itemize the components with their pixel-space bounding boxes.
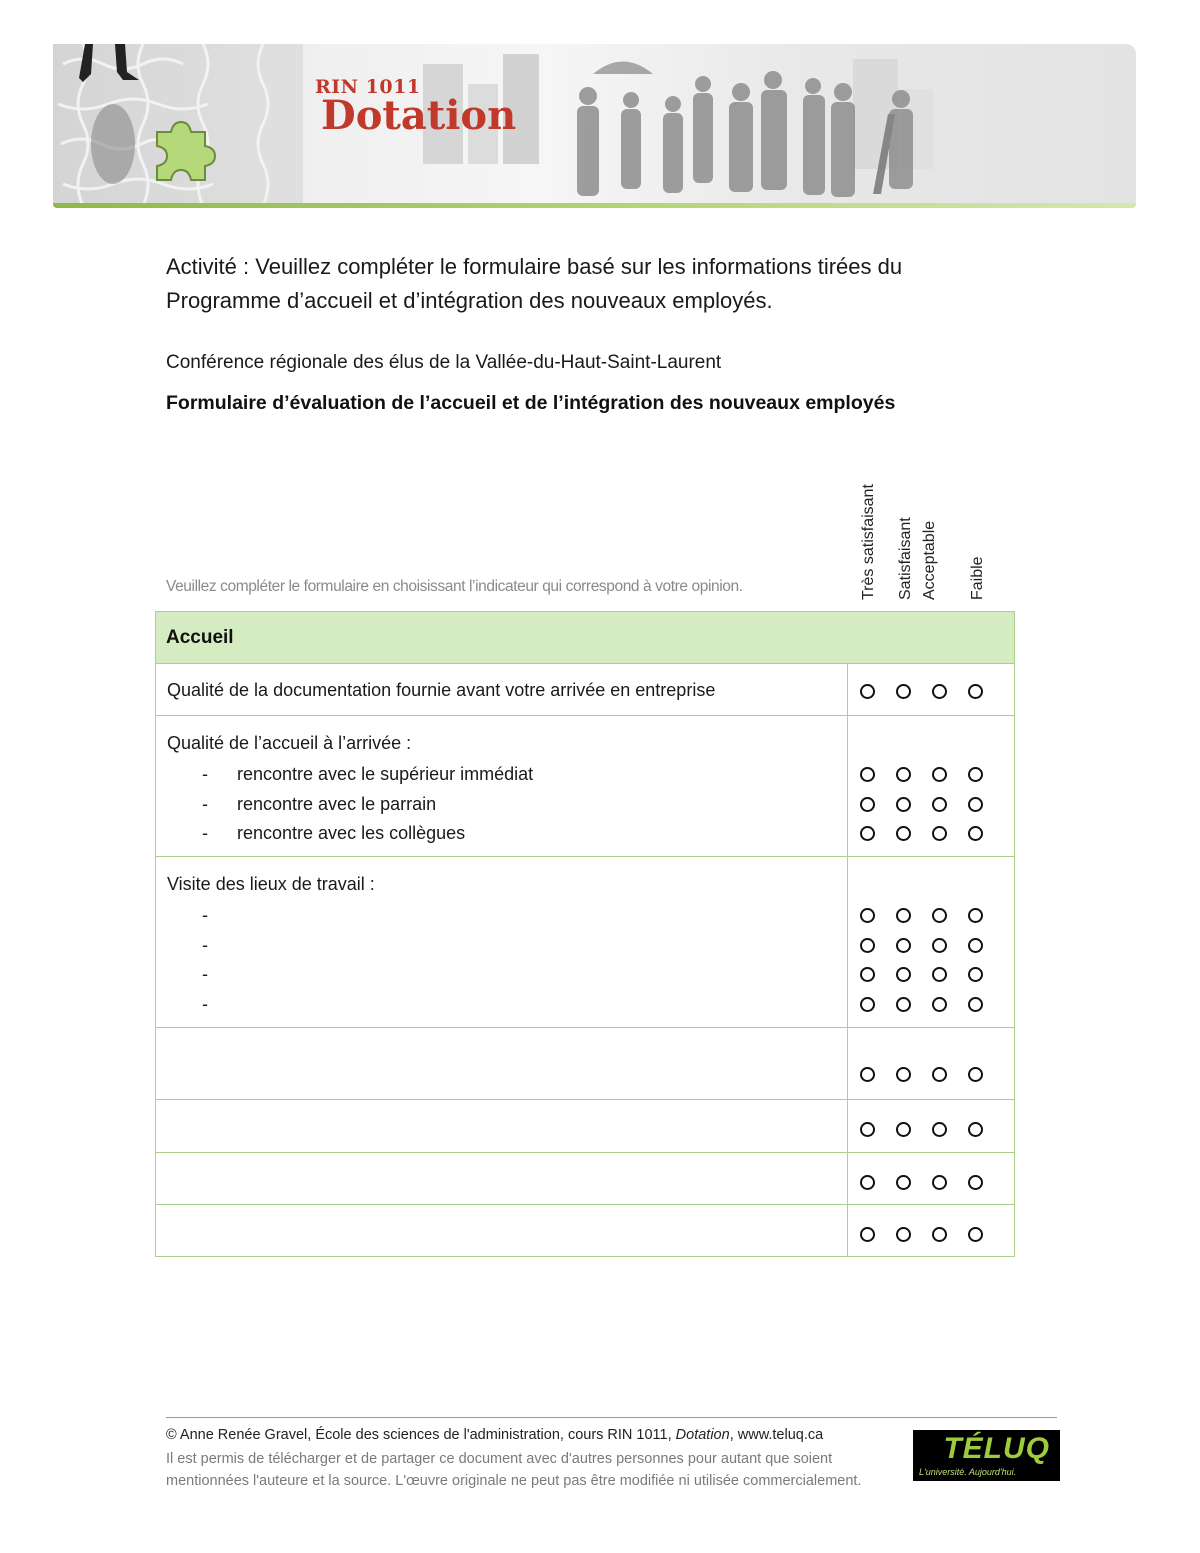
- radio-button[interactable]: [896, 1122, 911, 1137]
- column-header-satisfaisant: Satisfaisant: [897, 517, 914, 600]
- radio-button[interactable]: [932, 967, 947, 982]
- radio-button[interactable]: [968, 684, 983, 699]
- table-row: [156, 664, 1014, 716]
- radio-button[interactable]: [932, 767, 947, 782]
- table-row: [156, 716, 1014, 857]
- copyright-prefix: © Anne Renée Gravel, École des sciences de l'administration, cours RIN 1011,: [166, 1427, 676, 1443]
- course-code: RIN 1011: [315, 76, 421, 98]
- table-row: [156, 1100, 1014, 1153]
- form-instructions: Veuillez compléter le formulaire en choisissant l’indicateur qui correspond à votre opinion.: [166, 578, 743, 595]
- radio-button[interactable]: [968, 767, 983, 782]
- question-cell: [156, 664, 848, 715]
- radio-button[interactable]: [968, 1175, 983, 1190]
- radio-button[interactable]: [932, 1122, 947, 1137]
- question-cell: [156, 1153, 848, 1204]
- radio-button[interactable]: [968, 1067, 983, 1082]
- copyright-suffix: , www.teluq.ca: [729, 1427, 824, 1443]
- radio-button[interactable]: [968, 797, 983, 812]
- radio-button[interactable]: [932, 684, 947, 699]
- section-header: [156, 612, 1014, 664]
- radio-button[interactable]: [896, 967, 911, 982]
- list-bullet: -: [202, 994, 208, 1014]
- activity-line-1: Activité : Veuillez compléter le formulaire basé sur les informations tirées du: [166, 254, 903, 279]
- section-title: Accueil: [166, 626, 234, 648]
- table-row: [156, 1028, 1014, 1100]
- radio-button[interactable]: [968, 1122, 983, 1137]
- table-row: [156, 1205, 1014, 1256]
- table-row: [156, 857, 1014, 1028]
- radio-button[interactable]: [932, 997, 947, 1012]
- radio-button[interactable]: [896, 826, 911, 841]
- list-bullet: -: [202, 823, 208, 843]
- radio-group: [860, 826, 983, 841]
- radio-button[interactable]: [860, 908, 875, 923]
- radio-button[interactable]: [896, 767, 911, 782]
- radio-group: [860, 967, 983, 982]
- radio-button[interactable]: [896, 684, 911, 699]
- radio-group: [860, 1067, 983, 1082]
- radio-button[interactable]: [896, 997, 911, 1012]
- radio-button[interactable]: [896, 797, 911, 812]
- column-header-faible: Faible: [969, 556, 986, 600]
- header-banner: [53, 44, 1136, 206]
- radio-button[interactable]: [932, 1067, 947, 1082]
- rating-cell: [848, 1205, 1014, 1256]
- rating-cell: [848, 1028, 1014, 1099]
- radio-button[interactable]: [968, 938, 983, 953]
- radio-button[interactable]: [896, 1227, 911, 1242]
- list-bullet: -: [202, 794, 208, 814]
- question-cell: [156, 1205, 848, 1256]
- radio-button[interactable]: [860, 1175, 875, 1190]
- rating-cell: [848, 857, 1014, 1027]
- footer-divider: [166, 1417, 1057, 1418]
- radio-group: [860, 767, 983, 782]
- radio-button[interactable]: [860, 797, 875, 812]
- question-cell: [156, 716, 848, 856]
- evaluation-table: [155, 611, 1015, 1257]
- radio-button[interactable]: [860, 684, 875, 699]
- organization-name: Conférence régionale des élus de la Vallée-du-Haut-Saint-Laurent: [166, 352, 722, 373]
- rating-cell: [848, 664, 1014, 715]
- radio-button[interactable]: [932, 1227, 947, 1242]
- footer-copyright: [166, 1427, 823, 1443]
- teluq-logo: [913, 1430, 1060, 1481]
- radio-button[interactable]: [860, 938, 875, 953]
- question-label: Qualité de l’accueil à l’arrivée :: [167, 733, 412, 753]
- banner-underline: [53, 203, 1136, 208]
- question-label: Visite des lieux de travail :: [167, 874, 375, 894]
- radio-button[interactable]: [968, 1227, 983, 1242]
- radio-button[interactable]: [896, 908, 911, 923]
- list-item: rencontre avec le parrain: [237, 794, 437, 814]
- radio-button[interactable]: [932, 797, 947, 812]
- radio-button[interactable]: [896, 1067, 911, 1082]
- banner-illustration: [53, 44, 1136, 206]
- radio-group: [860, 997, 983, 1012]
- radio-group: [860, 938, 983, 953]
- form-title: Formulaire d’évaluation de l’accueil et de l’intégration des nouveaux employés: [166, 392, 896, 414]
- radio-button[interactable]: [860, 997, 875, 1012]
- radio-group: [860, 1227, 983, 1242]
- list-item: rencontre avec les collègues: [237, 823, 466, 843]
- rating-cell: [848, 1153, 1014, 1204]
- radio-button[interactable]: [860, 1122, 875, 1137]
- rating-cell: [848, 716, 1014, 856]
- column-header-acceptable: Acceptable: [921, 520, 938, 600]
- question-label: Qualité de la documentation fournie avant votre arrivée en entreprise: [167, 680, 716, 700]
- radio-button[interactable]: [932, 908, 947, 923]
- footer-license-note: Il est permis de télécharger et de partager ce document avec d'autres personnes pour autant que soient mentionnées l'auteure et la source. L'œuvre originale ne peut pas être modifiée ni utilisée commercialement.: [166, 1451, 862, 1489]
- column-header-tres-satisfaisant: Très satisfaisant: [860, 484, 877, 600]
- radio-button[interactable]: [968, 997, 983, 1012]
- radio-button[interactable]: [860, 1227, 875, 1242]
- radio-button[interactable]: [932, 826, 947, 841]
- radio-button[interactable]: [896, 938, 911, 953]
- rating-cell: [848, 1100, 1014, 1152]
- radio-button[interactable]: [896, 1175, 911, 1190]
- table-row: [156, 1153, 1014, 1205]
- list-bullet: -: [202, 935, 208, 955]
- list-item: rencontre avec le supérieur immédiat: [237, 764, 534, 784]
- radio-group: [860, 1122, 983, 1137]
- radio-group: [860, 797, 983, 812]
- radio-button[interactable]: [932, 938, 947, 953]
- radio-button[interactable]: [860, 767, 875, 782]
- copyright-course-title: Dotation: [675, 1427, 730, 1443]
- radio-button[interactable]: [860, 826, 875, 841]
- question-cell: [156, 1028, 848, 1099]
- radio-button[interactable]: [968, 967, 983, 982]
- list-bullet: -: [202, 905, 208, 925]
- radio-group: [860, 684, 983, 699]
- activity-line-2: Programme d’accueil et d’intégration des nouveaux employés.: [166, 288, 773, 313]
- radio-button[interactable]: [860, 1067, 875, 1082]
- question-cell: [156, 857, 848, 1027]
- list-bullet: -: [202, 764, 208, 784]
- activity-instructions: [166, 250, 1046, 318]
- question-cell: [156, 1100, 848, 1152]
- radio-group: [860, 908, 983, 923]
- radio-button[interactable]: [968, 826, 983, 841]
- logo-text: TÉLUQ: [943, 1432, 1050, 1465]
- list-bullet: -: [202, 964, 208, 984]
- radio-button[interactable]: [968, 908, 983, 923]
- radio-button[interactable]: [860, 967, 875, 982]
- banner-title: Dotation: [321, 92, 517, 139]
- radio-group: [860, 1175, 983, 1190]
- radio-button[interactable]: [932, 1175, 947, 1190]
- logo-tagline: L'université. Aujourd'hui.: [919, 1467, 1017, 1477]
